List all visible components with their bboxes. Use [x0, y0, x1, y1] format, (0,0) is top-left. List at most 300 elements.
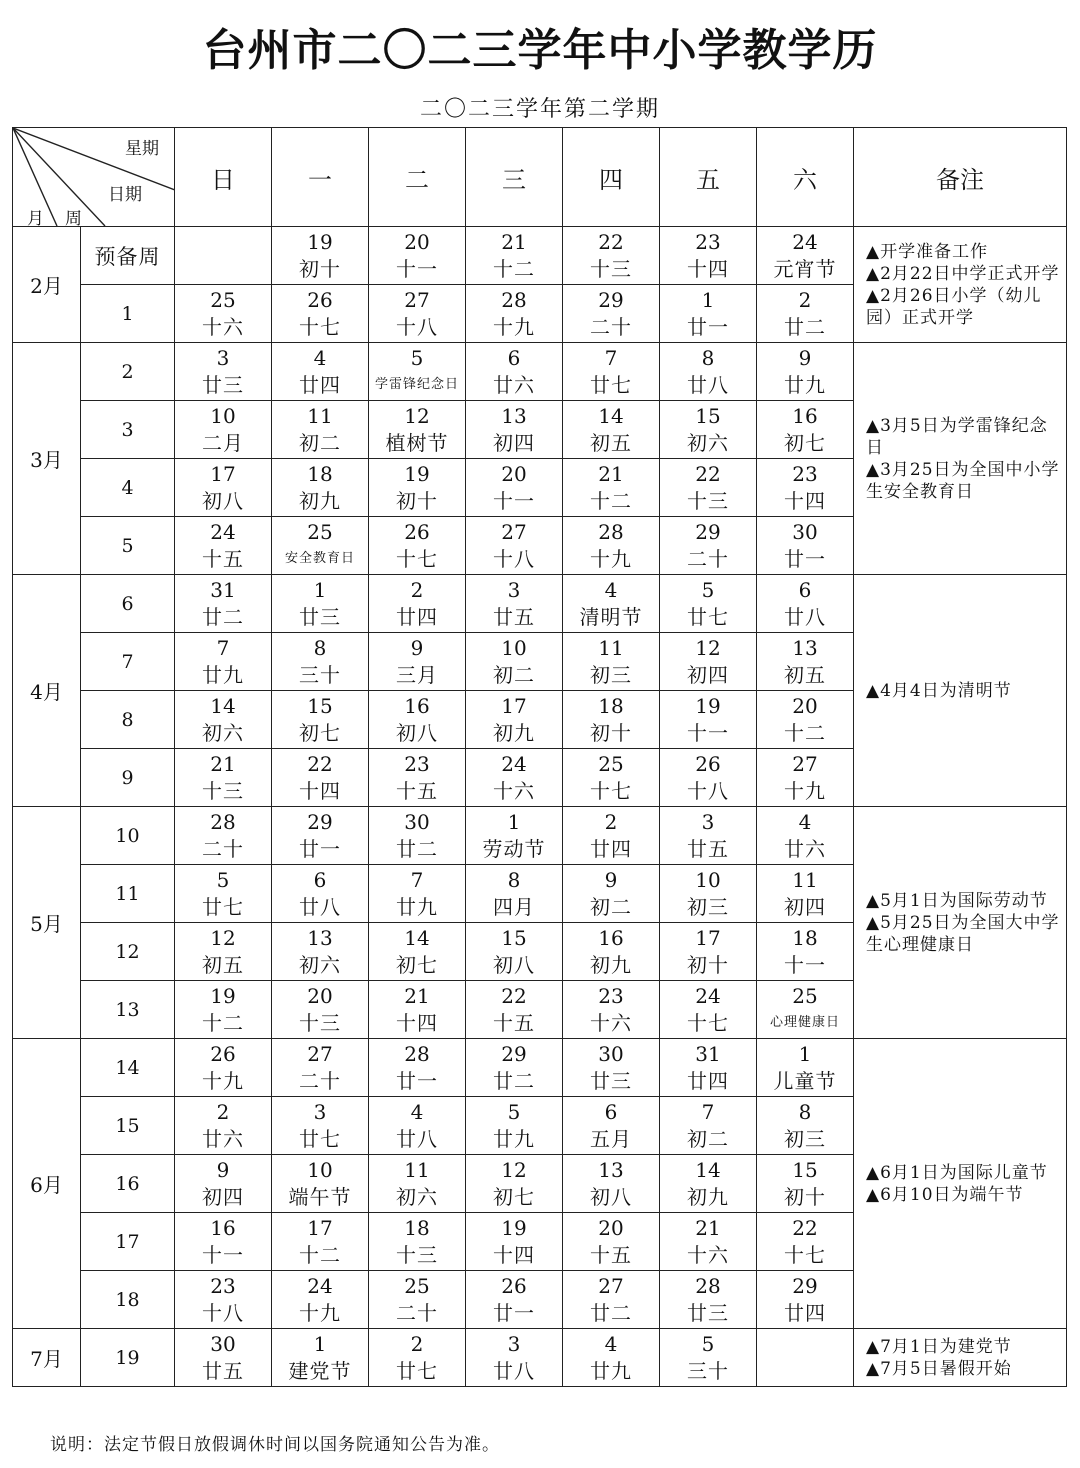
day-cell: [563, 1155, 660, 1213]
day-cell: [369, 1097, 466, 1155]
day-cell: [466, 1039, 563, 1097]
solar-date: 4: [604, 1331, 618, 1356]
day-cell: [563, 981, 660, 1039]
solar-date: 4: [313, 345, 327, 370]
day-cell: [175, 749, 272, 807]
lunar-date: 二十: [687, 546, 729, 571]
lunar-date: 初二: [687, 1126, 729, 1151]
lunar-date: 十二: [493, 256, 535, 281]
week-row: [13, 227, 1067, 285]
solar-date: 14: [210, 693, 236, 718]
month-cell: 7月: [13, 1329, 81, 1387]
solar-date: 13: [307, 925, 333, 950]
solar-date: 5: [507, 1099, 521, 1124]
day-cell: [757, 1155, 854, 1213]
day-cell: [660, 401, 757, 459]
lunar-date: 初五: [202, 952, 244, 977]
solar-date: 31: [210, 577, 236, 602]
day-cell: [369, 343, 466, 401]
day-cell: [660, 1271, 757, 1329]
lunar-date: 二十: [202, 836, 244, 861]
semester-subtitle: 二〇二三学年第二学期: [419, 97, 660, 122]
day-cell: [175, 865, 272, 923]
day-cell: [563, 691, 660, 749]
day-cell: [369, 575, 466, 633]
solar-date: 12: [501, 1157, 527, 1182]
day-cell: [660, 691, 757, 749]
lunar-date: 廿二: [396, 836, 438, 861]
lunar-date: 廿二: [784, 314, 826, 339]
lunar-date: 廿五: [493, 604, 535, 629]
solar-date: 21: [210, 751, 236, 776]
lunar-date: 廿三: [299, 604, 341, 629]
solar-date: 31: [695, 1041, 721, 1066]
day-cell: [660, 1329, 757, 1387]
day-cell: [563, 401, 660, 459]
lunar-date: 十九: [299, 1300, 341, 1325]
lunar-date: 廿四: [687, 1068, 729, 1093]
day-cell: [563, 807, 660, 865]
solar-date: 12: [404, 403, 430, 428]
day-cell: [466, 807, 563, 865]
lunar-date: 学雷锋纪念日: [374, 376, 459, 392]
lunar-date: 十九: [590, 546, 632, 571]
lunar-date: 廿七: [396, 1358, 438, 1383]
day-cell: [272, 401, 369, 459]
day-cell: [757, 807, 854, 865]
week-row: [13, 1329, 1067, 1387]
day-cell: [175, 459, 272, 517]
solar-date: 29: [792, 1273, 818, 1298]
solar-date: 7: [604, 345, 618, 370]
note-line: ▲4月4日为清明节: [866, 680, 1012, 701]
week-number-cell: 17: [81, 1213, 175, 1271]
weekday-header: 一: [272, 128, 369, 227]
solar-date: 17: [210, 461, 236, 486]
note-line: ▲7月1日为建党节: [866, 1336, 1012, 1357]
lunar-date: 廿九: [590, 1358, 632, 1383]
day-cell: [660, 1155, 757, 1213]
week-number-cell: 5: [81, 517, 175, 575]
lunar-date: 植树节: [385, 430, 449, 455]
solar-date: 23: [210, 1273, 236, 1298]
solar-date: 15: [695, 403, 721, 428]
solar-date: 6: [313, 867, 327, 892]
week-number-cell: 10: [81, 807, 175, 865]
day-cell: [563, 1271, 660, 1329]
lunar-date: 廿二: [202, 604, 244, 629]
day-cell: [563, 1097, 660, 1155]
lunar-date: 初三: [687, 894, 729, 919]
note-line: ▲6月1日为国际儿童节: [866, 1162, 1048, 1183]
lunar-date: 十七: [396, 546, 438, 571]
solar-date: 1: [507, 809, 521, 834]
solar-date: 10: [695, 867, 721, 892]
lunar-date: 廿六: [202, 1126, 244, 1151]
day-cell: [175, 1271, 272, 1329]
day-cell: [369, 807, 466, 865]
lunar-date: 二月: [202, 430, 244, 455]
weekday-header: 二: [369, 128, 466, 227]
day-cell: [660, 1213, 757, 1271]
week-row: [13, 343, 1067, 401]
solar-date: 16: [598, 925, 624, 950]
solar-date: 18: [307, 461, 333, 486]
corner-weekday-label: 星期: [125, 139, 159, 159]
lunar-date: 十五: [396, 778, 438, 803]
week-number-cell: 4: [81, 459, 175, 517]
day-cell: [369, 981, 466, 1039]
lunar-date: 廿二: [590, 1300, 632, 1325]
corner-month-label: 月: [27, 209, 44, 226]
month-cell: 4月: [13, 575, 81, 807]
lunar-date: 廿八: [687, 372, 729, 397]
solar-date: 23: [404, 751, 430, 776]
solar-date: 22: [501, 983, 527, 1008]
day-cell: [660, 981, 757, 1039]
day-cell: [757, 517, 854, 575]
solar-date: 26: [695, 751, 721, 776]
solar-date: 8: [507, 867, 521, 892]
lunar-date: 初五: [590, 430, 632, 455]
lunar-date: 心理健康日: [769, 1014, 840, 1030]
solar-date: 1: [313, 577, 327, 602]
lunar-date: 十三: [590, 256, 632, 281]
lunar-date: 廿七: [202, 894, 244, 919]
lunar-date: 初十: [784, 1184, 826, 1209]
day-cell: [175, 343, 272, 401]
solar-date: 4: [410, 1099, 424, 1124]
week-number-cell: 7: [81, 633, 175, 691]
lunar-date: 廿四: [590, 836, 632, 861]
lunar-date: 十九: [784, 778, 826, 803]
day-cell: [175, 1329, 272, 1387]
week-number-cell: 14: [81, 1039, 175, 1097]
solar-date: 20: [598, 1215, 624, 1240]
day-cell: [563, 517, 660, 575]
day-cell: [369, 285, 466, 343]
day-cell: [369, 1155, 466, 1213]
solar-date: 16: [792, 403, 818, 428]
note-line: ▲7月5日暑假开始: [866, 1358, 1012, 1379]
solar-date: 2: [798, 287, 812, 312]
solar-date: 29: [695, 519, 721, 544]
day-cell: [466, 517, 563, 575]
day-cell: [272, 749, 369, 807]
solar-date: 3: [507, 577, 521, 602]
week-number-cell: 2: [81, 343, 175, 401]
solar-date: 5: [216, 867, 230, 892]
day-cell: [175, 807, 272, 865]
solar-date: 10: [210, 403, 236, 428]
day-cell: [563, 923, 660, 981]
day-cell: [466, 1213, 563, 1271]
lunar-date: 廿六: [784, 836, 826, 861]
solar-date: 19: [307, 229, 333, 254]
week-number-cell: 6: [81, 575, 175, 633]
lunar-date: 廿九: [784, 372, 826, 397]
lunar-date: 二十: [299, 1068, 341, 1093]
lunar-date: 初三: [784, 1126, 826, 1151]
solar-date: 19: [695, 693, 721, 718]
lunar-date: 初六: [299, 952, 341, 977]
day-cell: [466, 575, 563, 633]
day-cell: [466, 749, 563, 807]
solar-date: 22: [307, 751, 333, 776]
lunar-date: 清明节: [579, 604, 643, 629]
weekday-header: 五: [660, 128, 757, 227]
day-cell: [563, 459, 660, 517]
lunar-date: 十六: [202, 314, 244, 339]
solar-date: 21: [598, 461, 624, 486]
lunar-date: 安全教育日: [284, 550, 355, 566]
notes-cell: [854, 807, 1067, 1039]
month-cell: 5月: [13, 807, 81, 1039]
lunar-date: 十四: [396, 1010, 438, 1035]
notes-cell: [854, 1329, 1067, 1387]
day-cell: [757, 401, 854, 459]
solar-date: 25: [598, 751, 624, 776]
week-number-cell: 15: [81, 1097, 175, 1155]
day-cell: [369, 691, 466, 749]
solar-date: 20: [404, 229, 430, 254]
day-cell: [563, 1213, 660, 1271]
solar-date: 14: [695, 1157, 721, 1182]
week-number-cell: 9: [81, 749, 175, 807]
solar-date: 13: [501, 403, 527, 428]
lunar-date: 廿一: [687, 314, 729, 339]
lunar-date: 廿四: [396, 604, 438, 629]
lunar-date: 初四: [784, 894, 826, 919]
lunar-date: 四月: [493, 894, 535, 919]
note-line: ▲开学准备工作: [866, 241, 989, 262]
lunar-date: 初九: [493, 720, 535, 745]
solar-date: 15: [792, 1157, 818, 1182]
weekday-header: 日: [175, 128, 272, 227]
week-number-cell: 3: [81, 401, 175, 459]
lunar-date: 三十: [687, 1358, 729, 1383]
solar-date: 5: [410, 345, 424, 370]
day-cell: [272, 1155, 369, 1213]
day-cell: [272, 575, 369, 633]
lunar-date: 初九: [299, 488, 341, 513]
lunar-date: 廿六: [493, 372, 535, 397]
notes-cell: [854, 575, 1067, 807]
day-cell: [272, 923, 369, 981]
week-number-cell: 11: [81, 865, 175, 923]
day-cell: [660, 633, 757, 691]
day-cell: [175, 691, 272, 749]
day-cell: [466, 923, 563, 981]
lunar-date: 廿八: [396, 1126, 438, 1151]
day-cell: [466, 459, 563, 517]
lunar-date: 十二: [784, 720, 826, 745]
lunar-date: 十四: [687, 256, 729, 281]
day-cell: [660, 459, 757, 517]
lunar-date: 十七: [784, 1242, 826, 1267]
lunar-date: 十八: [687, 778, 729, 803]
solar-date: 7: [410, 867, 424, 892]
day-cell: [757, 575, 854, 633]
lunar-date: 初六: [202, 720, 244, 745]
lunar-date: 廿五: [202, 1358, 244, 1383]
lunar-date: 十二: [202, 1010, 244, 1035]
solar-date: 22: [792, 1215, 818, 1240]
day-cell: [757, 865, 854, 923]
lunar-date: 初八: [590, 1184, 632, 1209]
day-cell: [272, 981, 369, 1039]
lunar-date: 十八: [396, 314, 438, 339]
week-number-cell: 13: [81, 981, 175, 1039]
solar-date: 17: [695, 925, 721, 950]
day-cell: [466, 401, 563, 459]
solar-date: 24: [792, 229, 818, 254]
lunar-date: 十一: [396, 256, 438, 281]
solar-date: 28: [404, 1041, 430, 1066]
solar-date: 22: [598, 229, 624, 254]
solar-date: 17: [501, 693, 527, 718]
day-cell: [369, 923, 466, 981]
lunar-date: 十六: [493, 778, 535, 803]
day-cell: [466, 633, 563, 691]
day-cell: [757, 285, 854, 343]
lunar-date: 劳动节: [482, 836, 546, 861]
lunar-date: 十六: [590, 1010, 632, 1035]
solar-date: 9: [798, 345, 812, 370]
solar-date: 12: [210, 925, 236, 950]
day-cell: [757, 1271, 854, 1329]
day-cell: [369, 459, 466, 517]
month-cell: 3月: [13, 343, 81, 575]
day-cell: [563, 1039, 660, 1097]
day-cell: [272, 633, 369, 691]
solar-date: 26: [404, 519, 430, 544]
note-line: ▲2月22日中学正式开学: [866, 263, 1060, 284]
day-cell: [369, 1039, 466, 1097]
lunar-date: 初四: [493, 430, 535, 455]
solar-date: 26: [501, 1273, 527, 1298]
day-cell: [660, 865, 757, 923]
corner-date-label: 日期: [108, 185, 142, 205]
lunar-date: 十三: [687, 488, 729, 513]
day-cell: [757, 691, 854, 749]
notes-cell: [854, 343, 1067, 575]
solar-date: 23: [792, 461, 818, 486]
day-cell: [660, 749, 757, 807]
solar-date: 23: [598, 983, 624, 1008]
note-line: ▲5月25日为全国大中学生心理健康日: [866, 912, 1060, 955]
solar-date: 8: [701, 345, 715, 370]
day-cell: [563, 749, 660, 807]
lunar-date: 初六: [687, 430, 729, 455]
week-number-cell: 18: [81, 1271, 175, 1329]
day-cell: [466, 343, 563, 401]
footer-note: 说明：法定节假日放假调休时间以国务院通知公告为准。: [50, 1435, 500, 1455]
lunar-date: 初七: [493, 1184, 535, 1209]
solar-date: 30: [404, 809, 430, 834]
day-cell: [175, 575, 272, 633]
solar-date: 6: [798, 577, 812, 602]
day-cell: [757, 343, 854, 401]
week-row: [13, 575, 1067, 633]
day-cell: [369, 1329, 466, 1387]
lunar-date: 廿一: [784, 546, 826, 571]
lunar-date: 初十: [687, 952, 729, 977]
solar-date: 11: [792, 867, 818, 892]
solar-date: 25: [210, 287, 236, 312]
solar-date: 19: [404, 461, 430, 486]
lunar-date: 十三: [299, 1010, 341, 1035]
lunar-date: 廿八: [299, 894, 341, 919]
day-cell: [757, 923, 854, 981]
solar-date: 24: [501, 751, 527, 776]
solar-date: 9: [410, 635, 424, 660]
solar-date: 18: [598, 693, 624, 718]
lunar-date: 廿九: [202, 662, 244, 687]
lunar-date: 初九: [590, 952, 632, 977]
day-cell: [175, 227, 272, 285]
solar-date: 21: [695, 1215, 721, 1240]
lunar-date: 十九: [202, 1068, 244, 1093]
lunar-date: 廿七: [590, 372, 632, 397]
solar-date: 8: [313, 635, 327, 660]
lunar-date: 十四: [784, 488, 826, 513]
solar-date: 28: [695, 1273, 721, 1298]
solar-date: 22: [695, 461, 721, 486]
lunar-date: 廿五: [687, 836, 729, 861]
solar-date: 1: [701, 287, 715, 312]
day-cell: [466, 691, 563, 749]
solar-date: 24: [307, 1273, 333, 1298]
solar-date: 3: [313, 1099, 327, 1124]
day-cell: [660, 285, 757, 343]
day-cell: [369, 227, 466, 285]
day-cell: [660, 1097, 757, 1155]
lunar-date: 廿八: [493, 1358, 535, 1383]
solar-date: 20: [792, 693, 818, 718]
day-cell: [175, 1155, 272, 1213]
solar-date: 20: [501, 461, 527, 486]
solar-date: 18: [404, 1215, 430, 1240]
lunar-date: 初二: [299, 430, 341, 455]
solar-date: 2: [216, 1099, 230, 1124]
solar-date: 6: [507, 345, 521, 370]
lunar-date: 廿二: [493, 1068, 535, 1093]
day-cell: [563, 633, 660, 691]
day-cell: [175, 1039, 272, 1097]
day-cell: [563, 285, 660, 343]
note-line: ▲3月25日为全国中小学生安全教育日: [866, 459, 1060, 502]
day-cell: [660, 923, 757, 981]
solar-date: 26: [307, 287, 333, 312]
lunar-date: 廿四: [299, 372, 341, 397]
lunar-date: 初七: [784, 430, 826, 455]
solar-date: 30: [598, 1041, 624, 1066]
day-cell: [757, 227, 854, 285]
day-cell: [466, 1329, 563, 1387]
solar-date: 25: [792, 983, 818, 1008]
solar-date: 17: [307, 1215, 333, 1240]
solar-date: 2: [410, 1331, 424, 1356]
solar-date: 25: [307, 519, 333, 544]
lunar-date: 十七: [299, 314, 341, 339]
solar-date: 12: [695, 635, 721, 660]
day-cell: [757, 981, 854, 1039]
solar-date: 2: [604, 809, 618, 834]
day-cell: [272, 1039, 369, 1097]
lunar-date: 初四: [202, 1184, 244, 1209]
solar-date: 14: [598, 403, 624, 428]
